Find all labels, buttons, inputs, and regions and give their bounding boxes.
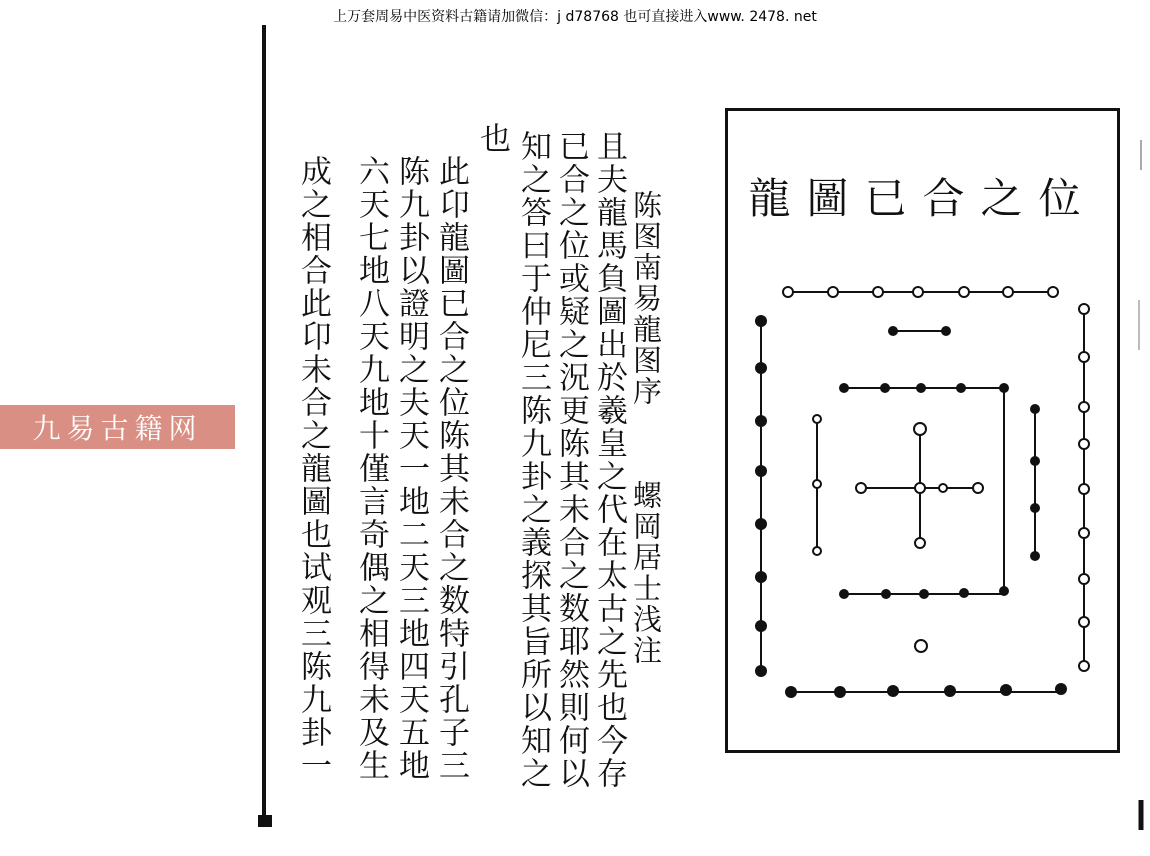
diagram-title: 龍圖已合之位 <box>748 174 1097 223</box>
text-column-title: 陈图南易龍图序 <box>629 190 663 407</box>
text-column: 成之相合此卬未合之龍圖也试观三陈九卦一 <box>295 155 331 782</box>
text-column: 也 <box>474 122 510 155</box>
site-watermark: 九易古籍网 <box>0 405 235 449</box>
page-bottom-rule <box>258 815 272 827</box>
text-column: 陈九卦以證明之夫天一地二天三地四天五地 <box>393 155 429 782</box>
text-column: 此卬龍圖已合之位陈其未合之数特引孔子三 <box>433 155 469 782</box>
text-column-author: 螺岡居士浅注 <box>629 480 663 666</box>
text-column: 已合之位或疑之況更陈其未合之数耶然則何以 <box>553 130 589 790</box>
river-diagram <box>728 111 1117 750</box>
page-left-rule <box>262 25 266 825</box>
page-edge-marks <box>1136 110 1146 830</box>
text-column: 六天七地八天九地十僅言奇偶之相得未及生 <box>353 155 389 782</box>
header-link[interactable]: 上万套周易中医资料古籍请加微信：j d78768 也可直接进入www. 2478. net <box>333 9 817 25</box>
text-column: 且夫龍馬負圖出於羲皇之代在太古之先也今存 <box>591 130 627 790</box>
text-column: 知之答曰于仲尼三陈九卦之義探其旨所以知之 <box>515 130 551 790</box>
diagram-frame <box>725 108 1120 753</box>
